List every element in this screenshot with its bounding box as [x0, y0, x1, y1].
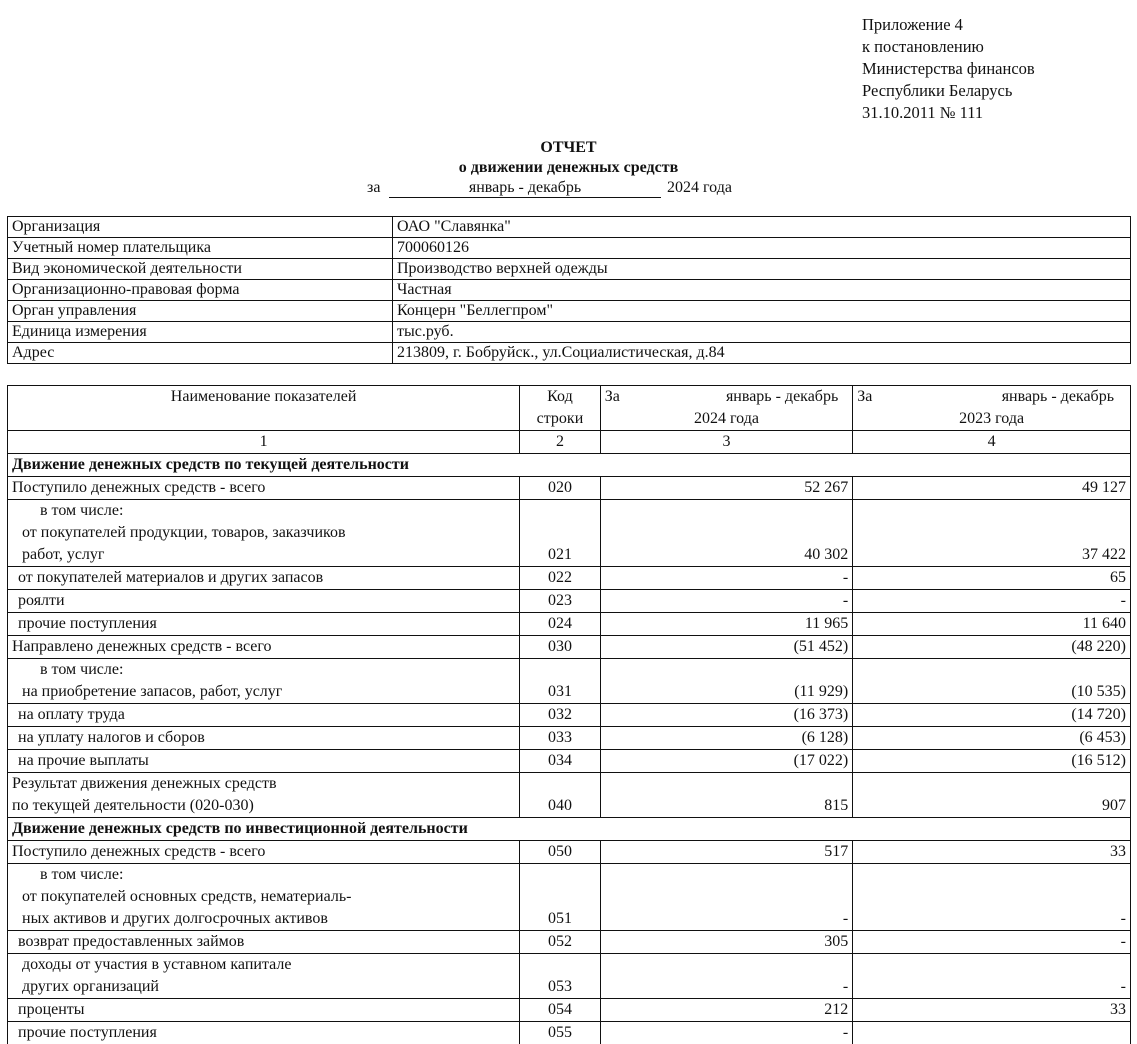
table-row: [8, 931, 1131, 954]
info-value: Частная: [393, 280, 1131, 301]
row-previous-value: -: [853, 954, 1131, 999]
table-row: [8, 841, 1131, 864]
table-header-row: [8, 386, 1131, 431]
row-name: [8, 954, 520, 999]
row-name: возврат предоставленных займов: [8, 931, 520, 954]
info-row: [8, 343, 1131, 364]
header-year: 2023 года: [857, 408, 1126, 430]
row-name: Направлено денежных средств - всего: [8, 636, 520, 659]
section-title: Движение денежных средств по текущей деятельности: [8, 454, 1131, 477]
section-row: [8, 818, 1131, 841]
row-name-line: от покупателей продукции, товаров, заказчиков: [12, 522, 515, 544]
row-current-value: -: [600, 590, 853, 613]
row-previous-value: -: [853, 931, 1131, 954]
info-value: 700060126: [393, 238, 1131, 259]
header-period: январь - декабрь: [1002, 386, 1126, 408]
row-code: 034: [520, 750, 601, 773]
row-code: 033: [520, 727, 601, 750]
header-code-line: Код: [524, 386, 596, 408]
row-current-value: (51 452): [600, 636, 853, 659]
info-label: Адрес: [8, 343, 393, 364]
row-code: 022: [520, 567, 601, 590]
row-code: 021: [520, 500, 601, 567]
row-code: 054: [520, 999, 601, 1022]
row-current-value: (17 022): [600, 750, 853, 773]
row-previous-value: 11 640: [853, 613, 1131, 636]
row-name-line: работ, услуг: [12, 544, 515, 566]
info-value: 213809, г. Бобруйск., ул.Социалистическая, д.84: [393, 343, 1131, 364]
info-value: Концерн "Беллегпром": [393, 301, 1131, 322]
row-previous-value: 65: [853, 567, 1131, 590]
column-number: 1: [8, 431, 520, 454]
info-row: [8, 322, 1131, 343]
row-name-line: ных активов и других долгосрочных активов: [12, 908, 515, 930]
table-row: [8, 1022, 1131, 1044]
period-prefix: за: [367, 178, 389, 198]
header-za: За: [605, 386, 620, 408]
row-name-line: на приобретение запасов, работ, услуг: [12, 681, 515, 703]
row-name: [8, 864, 520, 931]
row-previous-value: 37 422: [853, 500, 1131, 567]
header-previous-period: [853, 386, 1131, 431]
row-code: 040: [520, 773, 601, 818]
table-row: [8, 477, 1131, 500]
row-previous-value: 49 127: [853, 477, 1131, 500]
row-name: [8, 500, 520, 567]
column-number-row: [8, 431, 1131, 454]
report-subtitle: о движении денежных средств: [0, 158, 1137, 178]
row-current-value: 517: [600, 841, 853, 864]
info-value: Производство верхней одежды: [393, 259, 1131, 280]
info-label: Организация: [8, 217, 393, 238]
row-code: 020: [520, 477, 601, 500]
report-period: [367, 178, 732, 198]
table-row: [8, 567, 1131, 590]
row-code: 050: [520, 841, 601, 864]
row-previous-value: 33: [853, 841, 1131, 864]
header-code: [520, 386, 601, 431]
row-previous-value: (16 512): [853, 750, 1131, 773]
info-row: [8, 238, 1131, 259]
info-label: Вид экономической деятельности: [8, 259, 393, 280]
header-za: За: [857, 386, 872, 408]
period-range: январь - декабрь: [389, 179, 661, 198]
row-previous-value: 33: [853, 999, 1131, 1022]
table-row: [8, 727, 1131, 750]
info-row: [8, 259, 1131, 280]
info-label: Учетный номер плательщика: [8, 238, 393, 259]
info-label: Орган управления: [8, 301, 393, 322]
period-year: 2024 года: [667, 179, 732, 196]
row-name: прочие поступления: [8, 613, 520, 636]
row-name: на оплату труда: [8, 704, 520, 727]
row-previous-value: (14 720): [853, 704, 1131, 727]
row-previous-value: (10 535): [853, 659, 1131, 704]
row-current-value: 305: [600, 931, 853, 954]
row-name: на уплату налогов и сборов: [8, 727, 520, 750]
row-current-value: 815: [600, 773, 853, 818]
row-previous-value: (6 453): [853, 727, 1131, 750]
appendix-line: Министерства финансов: [862, 58, 1035, 80]
table-row: [8, 999, 1131, 1022]
row-current-value: 52 267: [600, 477, 853, 500]
row-name: прочие поступления: [8, 1022, 520, 1044]
row-code: 032: [520, 704, 601, 727]
table-row: [8, 773, 1131, 818]
row-name: проценты: [8, 999, 520, 1022]
table-row: [8, 590, 1131, 613]
row-current-value: -: [600, 567, 853, 590]
header-year: 2024 года: [605, 408, 849, 430]
header-period: январь - декабрь: [726, 386, 848, 408]
row-current-value: (16 373): [600, 704, 853, 727]
row-current-value: 212: [600, 999, 853, 1022]
section-title: Движение денежных средств по инвестиционной деятельности: [8, 818, 1131, 841]
table-row: [8, 636, 1131, 659]
info-value: тыс.руб.: [393, 322, 1131, 343]
appendix-note: [862, 14, 1035, 124]
row-code: 031: [520, 659, 601, 704]
row-code: 023: [520, 590, 601, 613]
row-code: 051: [520, 864, 601, 931]
row-code: 053: [520, 954, 601, 999]
row-code: 052: [520, 931, 601, 954]
row-previous-value: -: [853, 590, 1131, 613]
info-row: [8, 217, 1131, 238]
row-current-value: (6 128): [600, 727, 853, 750]
row-name: от покупателей материалов и других запасов: [8, 567, 520, 590]
row-name: на прочие выплаты: [8, 750, 520, 773]
row-current-value: -: [600, 954, 853, 999]
appendix-line: Приложение 4: [862, 14, 1035, 36]
header-code-line: строки: [524, 408, 596, 430]
row-name: [8, 659, 520, 704]
row-previous-value: (48 220): [853, 636, 1131, 659]
row-code: 030: [520, 636, 601, 659]
row-name-line: других организаций: [12, 976, 515, 998]
row-name-line: Результат движения денежных средств: [12, 773, 515, 795]
row-code: 024: [520, 613, 601, 636]
appendix-line: к постановлению: [862, 36, 1035, 58]
table-row: [8, 500, 1131, 567]
column-number: 3: [600, 431, 853, 454]
table-row: [8, 864, 1131, 931]
table-row: [8, 750, 1131, 773]
info-value: ОАО "Славянка": [393, 217, 1131, 238]
row-name-line: в том числе:: [12, 500, 515, 522]
row-current-value: -: [600, 1022, 853, 1044]
row-current-value: 11 965: [600, 613, 853, 636]
section-row: [8, 454, 1131, 477]
row-name: [8, 773, 520, 818]
info-row: [8, 280, 1131, 301]
info-label: Единица измерения: [8, 322, 393, 343]
info-row: [8, 301, 1131, 322]
row-name-line: в том числе:: [12, 659, 515, 681]
table-row: [8, 613, 1131, 636]
column-number: 2: [520, 431, 601, 454]
row-name: роялти: [8, 590, 520, 613]
row-previous-value: [853, 1022, 1131, 1044]
appendix-line: 31.10.2011 № 111: [862, 102, 1035, 124]
header-current-period: [600, 386, 853, 431]
row-name: Поступило денежных средств - всего: [8, 841, 520, 864]
organization-info-table: [7, 216, 1131, 364]
column-number: 4: [853, 431, 1131, 454]
row-current-value: (11 929): [600, 659, 853, 704]
row-name: Поступило денежных средств - всего: [8, 477, 520, 500]
row-previous-value: 907: [853, 773, 1131, 818]
row-current-value: -: [600, 864, 853, 931]
row-name-line: по текущей деятельности (020-030): [12, 795, 515, 817]
row-name-line: от покупателей основных средств, нематериаль-: [12, 886, 515, 908]
cash-flow-table: [7, 385, 1131, 1044]
table-row: [8, 954, 1131, 999]
table-row: [8, 704, 1131, 727]
report-title: ОТЧЕТ: [0, 138, 1137, 158]
row-code: 055: [520, 1022, 601, 1044]
appendix-line: Республики Беларусь: [862, 80, 1035, 102]
row-name-line: в том числе:: [12, 864, 515, 886]
row-current-value: 40 302: [600, 500, 853, 567]
header-name: Наименование показателей: [8, 386, 520, 431]
row-name-line: доходы от участия в уставном капитале: [12, 954, 515, 976]
info-label: Организационно-правовая форма: [8, 280, 393, 301]
table-row: [8, 659, 1131, 704]
row-previous-value: -: [853, 864, 1131, 931]
